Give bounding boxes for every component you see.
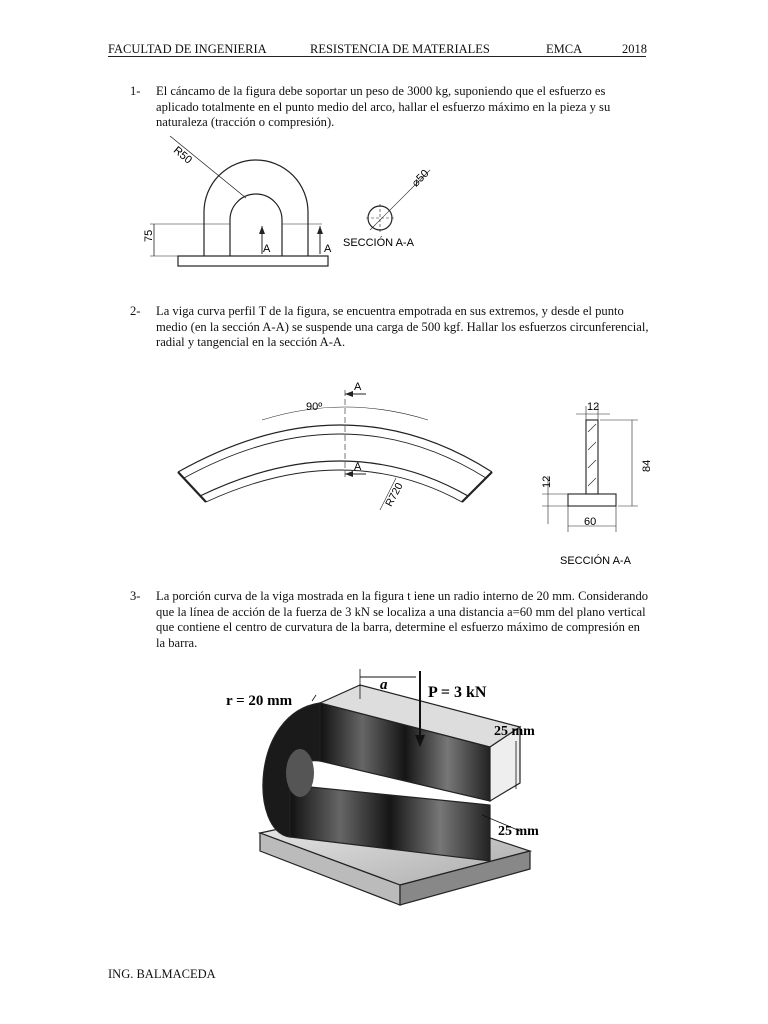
page-header [108, 42, 646, 57]
angle-label: 90º [306, 401, 323, 413]
inner-radius-label: r = 20 mm [226, 693, 293, 709]
problem-3-text: La porción curva de la viga mostrada en la figura t iene un radio interno de 20 mm. Considerando que la línea de acción de la fuerza de 3 kN se localiza a una distancia a=60 mm del plano vertical que contiene el centro de curvatura de la barra, determine el esfuerzo máximo de compresión en la barra. [156, 589, 649, 650]
eyebolt-inner-arch [230, 194, 282, 256]
flange-thickness-label: 12 [541, 475, 553, 488]
distance-label: a [380, 677, 388, 693]
problem-2 [130, 304, 650, 351]
section-mark-bottom: A [354, 461, 362, 473]
height-label: 75 [143, 229, 155, 242]
section-title-2: SECCIÓN A-A [560, 555, 631, 567]
total-height-label: 84 [641, 459, 653, 472]
problem-2-number: 2- [130, 304, 141, 318]
section-mark-a-2: A [324, 243, 332, 255]
dimension-25mm-2: 25 mm [498, 824, 539, 839]
flange-width-label: 60 [584, 516, 597, 528]
beam-outer-arc [178, 425, 492, 472]
figure-1-eyebolt [130, 130, 460, 275]
problem-1-number: 1- [130, 84, 141, 98]
problem-3-number: 3- [130, 589, 141, 603]
header-course: RESISTENCIA DE MATERIALES [310, 42, 490, 56]
section-mark-a-1: A [263, 243, 271, 255]
problem-1 [130, 84, 650, 131]
section-title-1: SECCIÓN A-A [343, 237, 414, 249]
header-faculty: FACULTAD DE INGENIERIA [108, 42, 267, 56]
header-dept: EMCA [546, 42, 583, 56]
base-plate [178, 256, 328, 266]
diameter-label: ⌀50 [409, 167, 432, 190]
t-web [586, 420, 598, 494]
problem-2-text: La viga curva perfil T de la figura, se encuentra empotrada en sus extremos, y desde el punto medio (en la sección A-A) se suspende una carga de 500 kgf. Hallar los esfuerzos circunferencial, radial y tangencial en la sección A-A. [156, 304, 649, 349]
dimension-25mm-1: 25 mm [494, 724, 535, 739]
web-width-label: 12 [587, 401, 600, 413]
footer-author: ING. BALMACEDA [108, 967, 216, 981]
figure-2-curved-t-beam [170, 380, 653, 570]
force-label: P = 3 kN [428, 684, 487, 701]
beam-inner-arc [200, 461, 468, 496]
eyebolt-outer-arch [204, 160, 308, 256]
t-flange [568, 494, 616, 506]
header-year: 2018 [622, 42, 647, 56]
beam-radius-label: R720 [383, 480, 406, 509]
section-mark-top: A [354, 381, 362, 393]
problem-1-text: El cáncamo de la figura debe soportar un peso de 3000 kg, suponiendo que el esfuerzo es aplicado totalmente en el punto medio del arco, hallar el esfuerzo máximo en la pieza y su naturaleza (tracción o compresión). [156, 84, 611, 129]
problem-3 [130, 589, 650, 651]
radius-label: R50 [170, 144, 195, 167]
figure-3-curved-bar [220, 655, 560, 935]
